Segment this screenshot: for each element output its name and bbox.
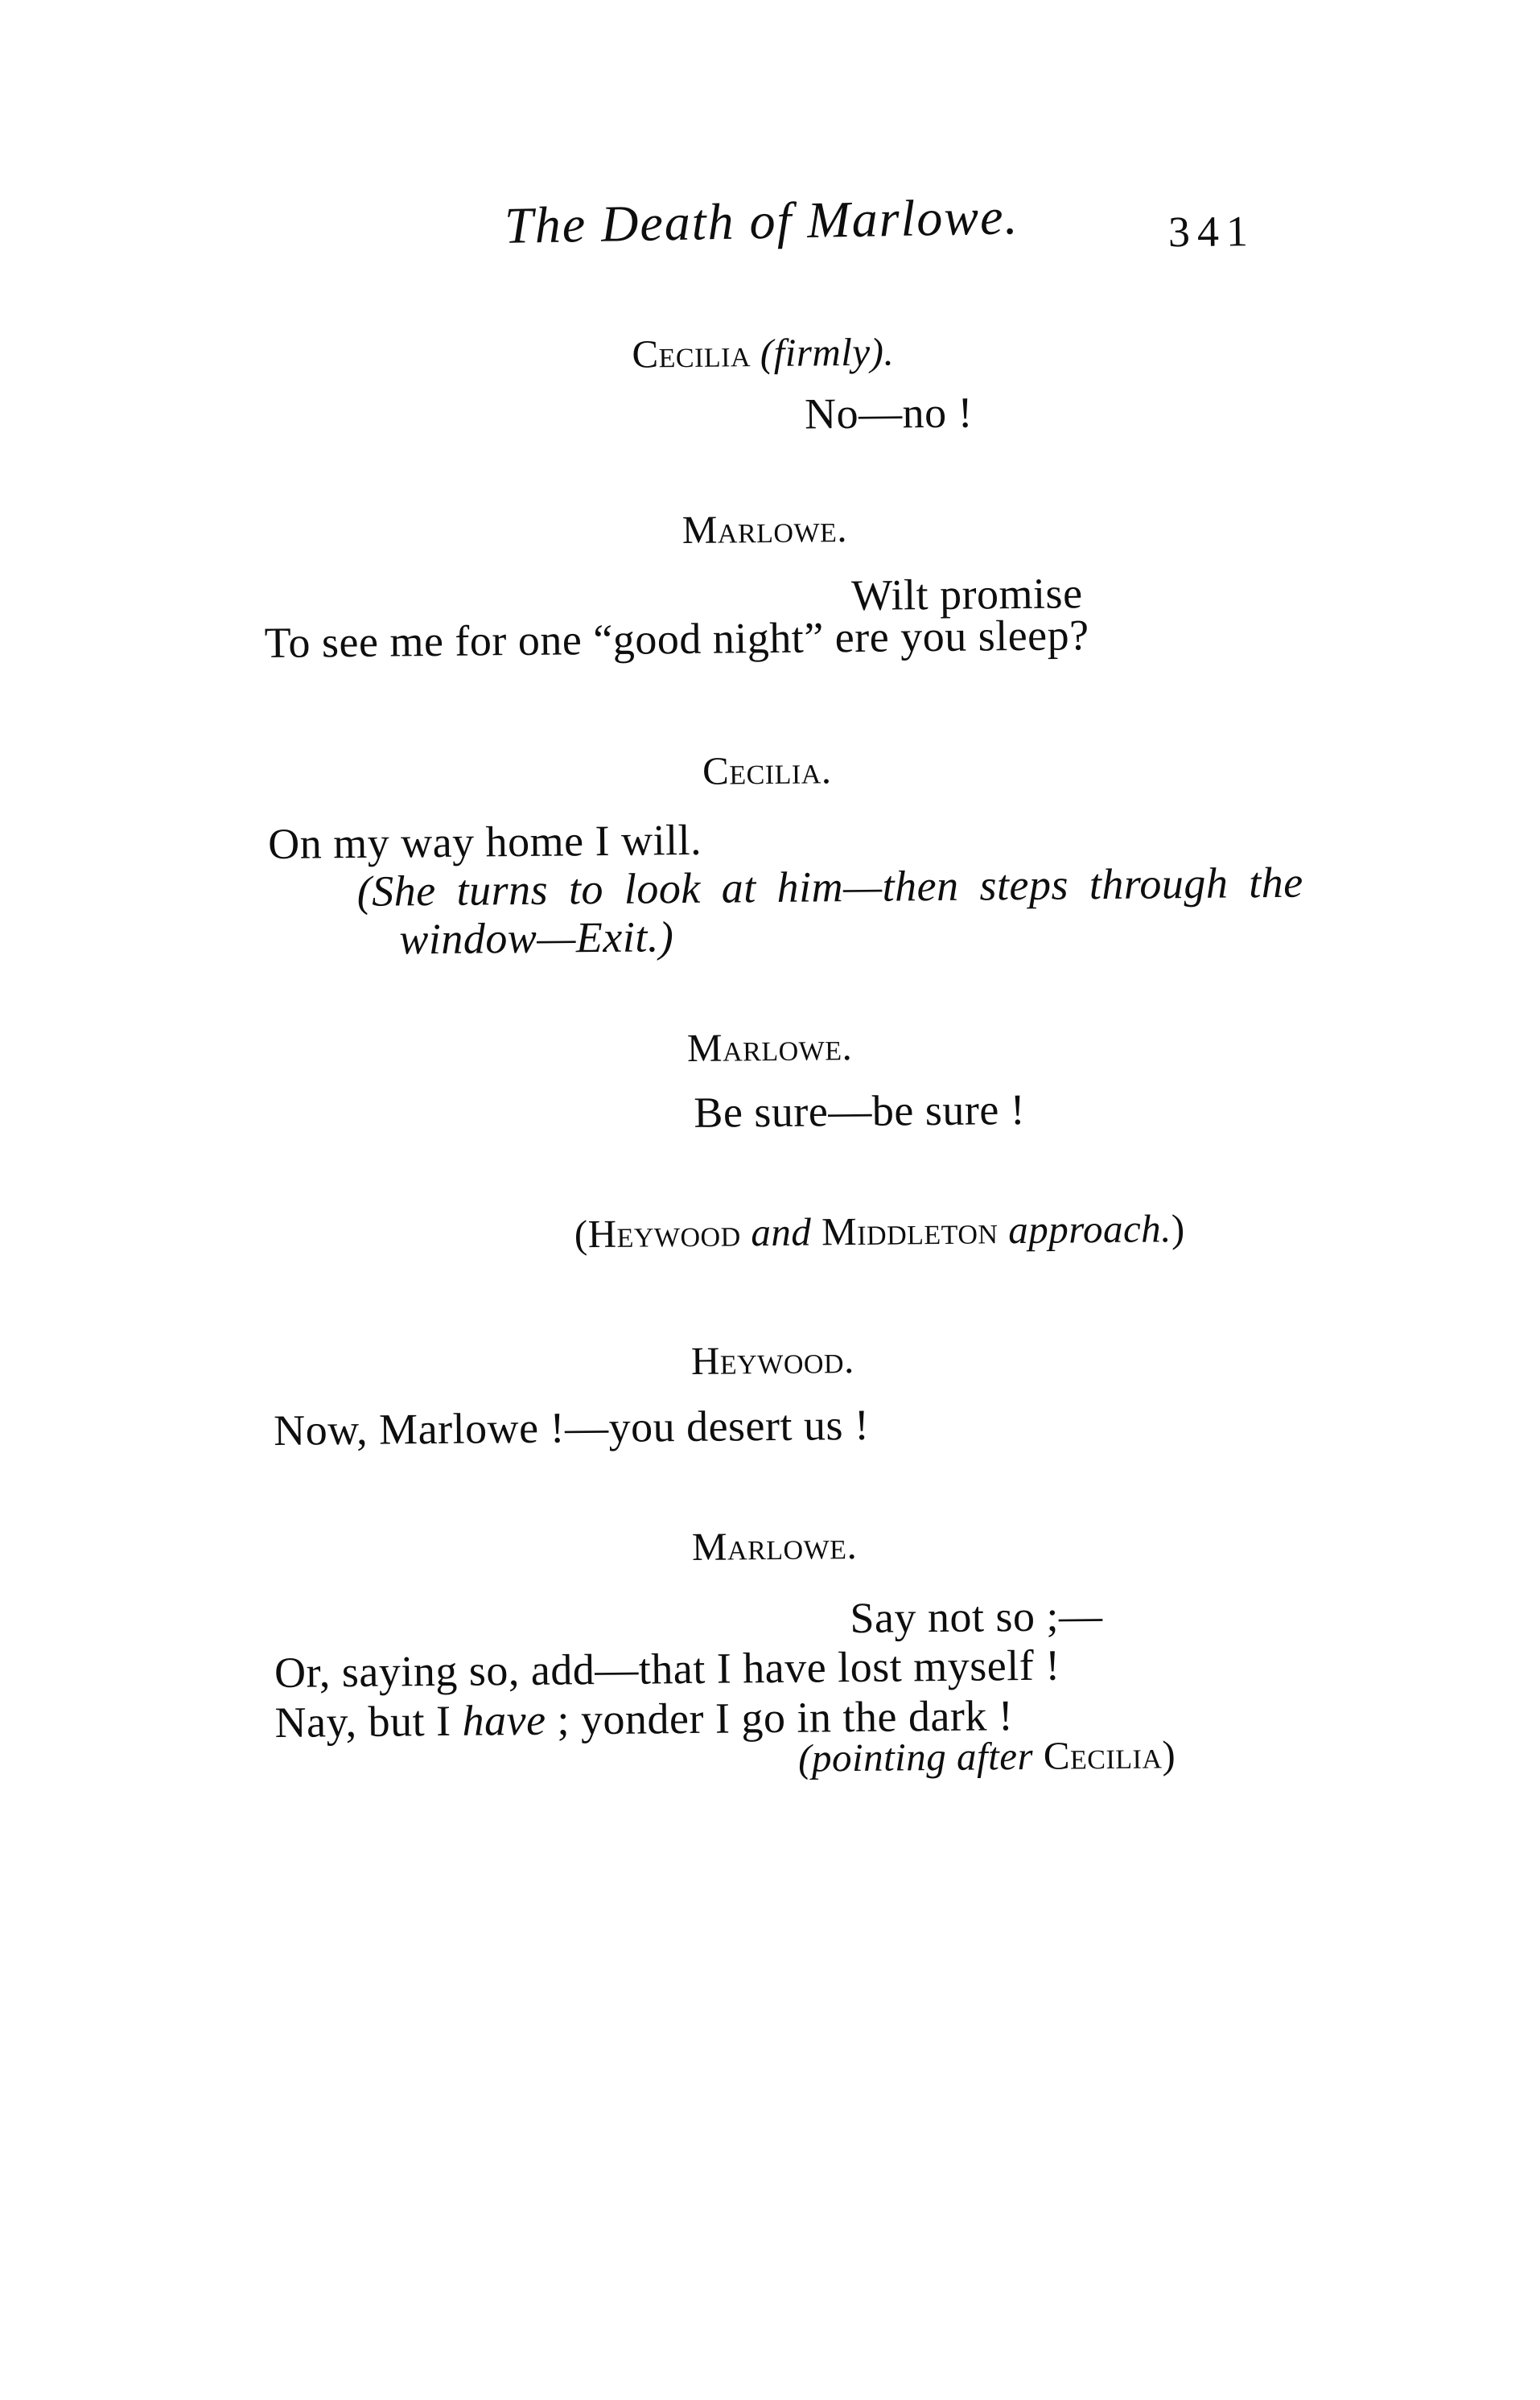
dialogue-line: No—no ! — [804, 388, 974, 438]
paren-close: ) — [1171, 1206, 1185, 1251]
running-header-title: The Death of Marlowe. — [504, 187, 1019, 254]
dialogue-segment: ; yonder I go in the dark ! — [546, 1691, 1014, 1744]
stage-action: approach. — [998, 1206, 1172, 1253]
speaker-name: Cecilia — [632, 331, 751, 377]
stage-direction-line: (She turns to look at him—then steps through the — [356, 858, 1303, 916]
dialogue-line: On my way home I will. — [267, 815, 702, 868]
dialogue-emphasis: have — [462, 1695, 546, 1745]
speaker-heading-marlowe: Marlowe. — [681, 506, 848, 553]
stage-direction-pointing — [797, 1732, 1176, 1780]
speaker-heading-marlowe: Marlowe. — [691, 1522, 858, 1569]
stage-conjunction: and — [740, 1209, 822, 1255]
character-name-heywood: Heywood — [587, 1210, 741, 1257]
stage-direction-line: window—Exit.) — [399, 912, 674, 964]
dialogue-line: Be sure—be sure ! — [694, 1085, 1026, 1137]
character-name-middleton: Middleton — [821, 1208, 999, 1254]
paren-open: ( — [797, 1735, 813, 1780]
speaker-heading-cecilia-firmly — [0, 326, 1534, 380]
dialogue-line: Wilt promise — [850, 569, 1083, 620]
dialogue-line: Now, Marlowe !—you desert us ! — [273, 1400, 870, 1455]
speaker-heading-cecilia: Cecilia. — [702, 747, 832, 793]
dialogue-line: Say not so ;— — [850, 1591, 1103, 1643]
character-name-cecilia: Cecilia — [1043, 1732, 1163, 1778]
paren-close: ) — [1162, 1732, 1176, 1777]
dialogue-line: To see me for one “good night” ere you sleep? — [264, 611, 1089, 668]
stage-action: pointing after — [811, 1733, 1044, 1780]
page-number: 341 — [1167, 207, 1256, 257]
dialogue-segment: Nay, but I — [274, 1696, 463, 1747]
stage-direction-heywood-middleton — [574, 1206, 1185, 1257]
dialogue-line: Or, saying so, add—that I have lost myself ! — [274, 1640, 1060, 1697]
speaker-heading-marlowe: Marlowe. — [686, 1024, 853, 1070]
paren-open: ( — [574, 1212, 588, 1257]
speaker-stage-direction: (firmly). — [760, 329, 895, 376]
speaker-heading-heywood: Heywood. — [690, 1337, 854, 1383]
